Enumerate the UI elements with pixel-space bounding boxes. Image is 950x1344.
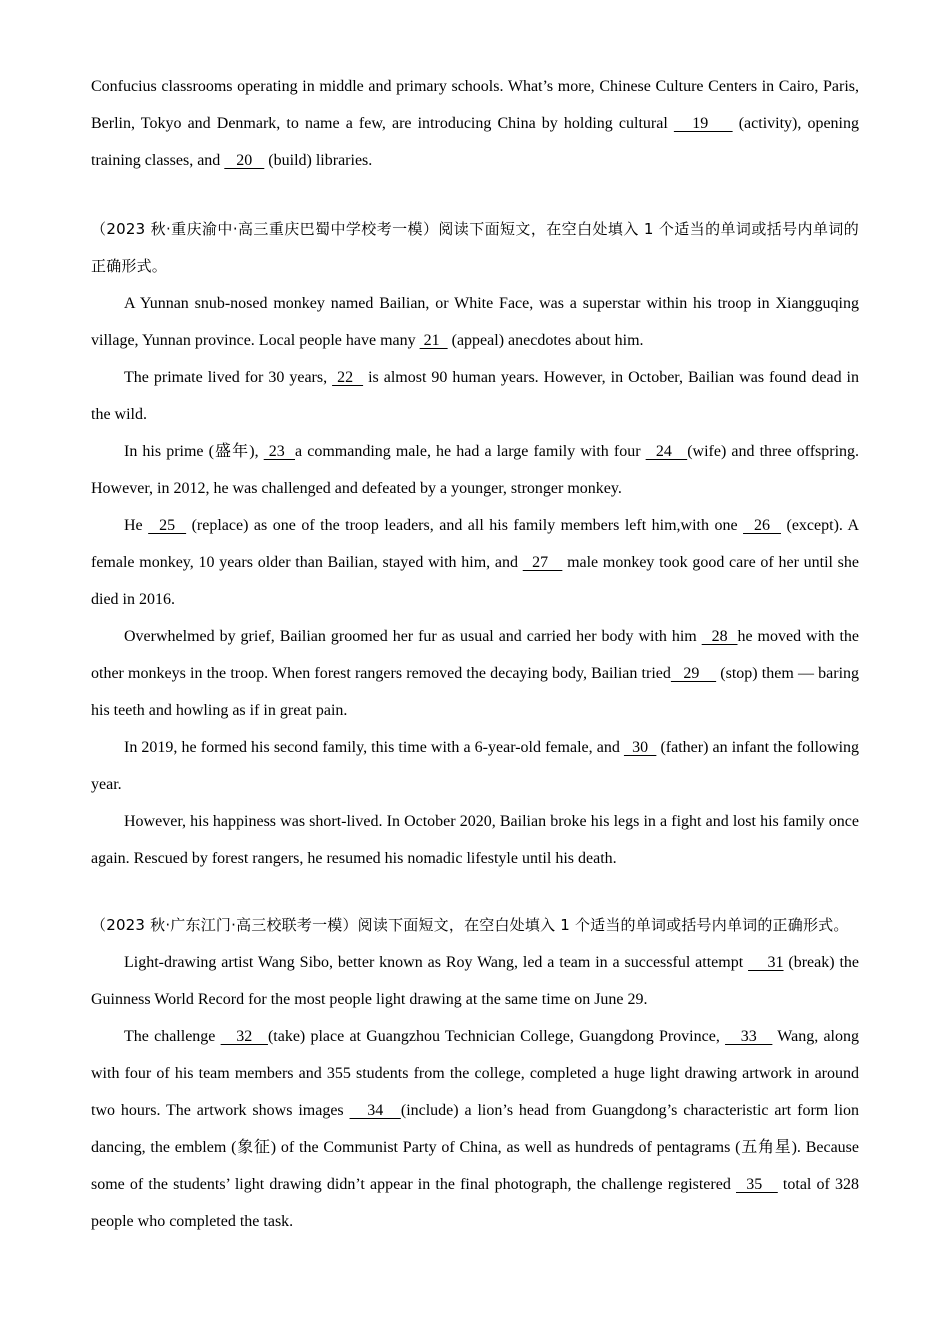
blank-19[interactable]: 19 [673,115,733,132]
blank-22[interactable]: 22 [332,369,364,386]
blank-33[interactable]: 33 [725,1028,773,1045]
passage2-paragraph-2: The primate lived for 30 years, 22 is almost 90 human years. However, in October, Bailian was found dead in the wild. [91,369,860,423]
blank-21[interactable]: 21 [419,332,448,349]
blank-34[interactable]: 34 [349,1102,401,1119]
passage2-paragraph-1: A Yunnan snub-nosed monkey named Bailian, or White Face, was a superstar within his troop in Xiangguqing village, Yunnan province. Local people have many 21 (appeal) anecdotes about him. [91,295,859,349]
intro-paragraph: Confucius classrooms operating in middle and primary schools. What’s more, Chinese Culture Centers in Cairo, Paris, Berlin, Tokyo and Denmark, to name a few, are introducing China by holding cultural 19 (activity), opening training classes, and 20 (build) libraries. [91,78,860,169]
blank-24[interactable]: 24 [645,443,688,460]
blank-26[interactable]: 26 [743,517,781,534]
blank-35[interactable]: 35 [736,1176,778,1193]
worksheet-page [91,68,859,1240]
blank-29[interactable]: 29 [670,665,717,682]
passage2-paragraph-3: In his prime (盛年), 23 a commanding male, he had a large family with four 24 (wife) and three offspring. However, in 2012, he was challenged and defeated by a younger, stronger monkey. [91,443,860,497]
blank-25[interactable]: 25 [148,517,187,534]
passage3-paragraph-1: Light-drawing artist Wang Sibo, better known as Roy Wang, led a team in a successful attempt 31 (break) the Guinness World Record for the most people light drawing at the same time on June 29. [91,954,860,1008]
blank-30[interactable]: 30 [623,739,657,756]
passage2-paragraph-5: Overwhelmed by grief, Bailian groomed her fur as usual and carried her body with him 28 he moved with the other monkeys in the troop. When forest rangers removed the decaying body, Bailian tried 29 (stop) them — baring his teeth and howling as if in great pain. [91,628,860,719]
passage2-paragraph-4: He 25 (replace) as one of the troop leaders, and all his family members left him,with one 26 (except). A female monkey, 10 years older than Bailian, stayed with him, and 27 male monkey took good care of her until she died in 2016. [91,517,860,608]
passage2-source: （2023 秋·重庆渝中·高三重庆巴蜀中学校考一模）阅读下面短文，在空白处填入 1 个适当的单词或括号内单词的正确形式。 [91,220,859,275]
passage3-paragraph-2: The challenge 32 (take) place at Guangzhou Technician College, Guangdong Province, 33 Wang, along with four of his team members and 355 students from the college, completed a huge light drawing artwork in around two hours. The artwork shows images 34 (include) a lion’s head from Guangdong’s characteristic art form lion dancing, the emblem (象征) of the Communist Party of China, as well as hundreds of pentagrams (五角星). Because some of the students’ light drawing didn’t appear in the final photograph, the challenge registered 35 total of 328 people who completed the task. [91,1028,860,1230]
passage2-paragraph-6: In 2019, he formed his second family, this time with a 6-year-old female, and 30 (father) an infant the following year. [91,739,860,793]
blank-23[interactable]: 23 [263,443,296,460]
passage2-paragraph-7: However, his happiness was short-lived. In October 2020, Bailian broke his legs in a fight and lost his family once again. Rescued by forest rangers, he resumed his nomadic lifestyle until his death. [91,813,859,867]
blank-32[interactable]: 32 [220,1028,268,1045]
blank-20[interactable]: 20 [224,152,265,169]
blank-31[interactable]: 31 [748,954,784,971]
blank-28[interactable]: 28 [701,628,738,645]
blank-27[interactable]: 27 [522,554,563,571]
passage3-source: （2023 秋·广东江门·高三校联考一模）阅读下面短文，在空白处填入 1 个适当的单词或括号内单词的正确形式。 [91,916,849,934]
